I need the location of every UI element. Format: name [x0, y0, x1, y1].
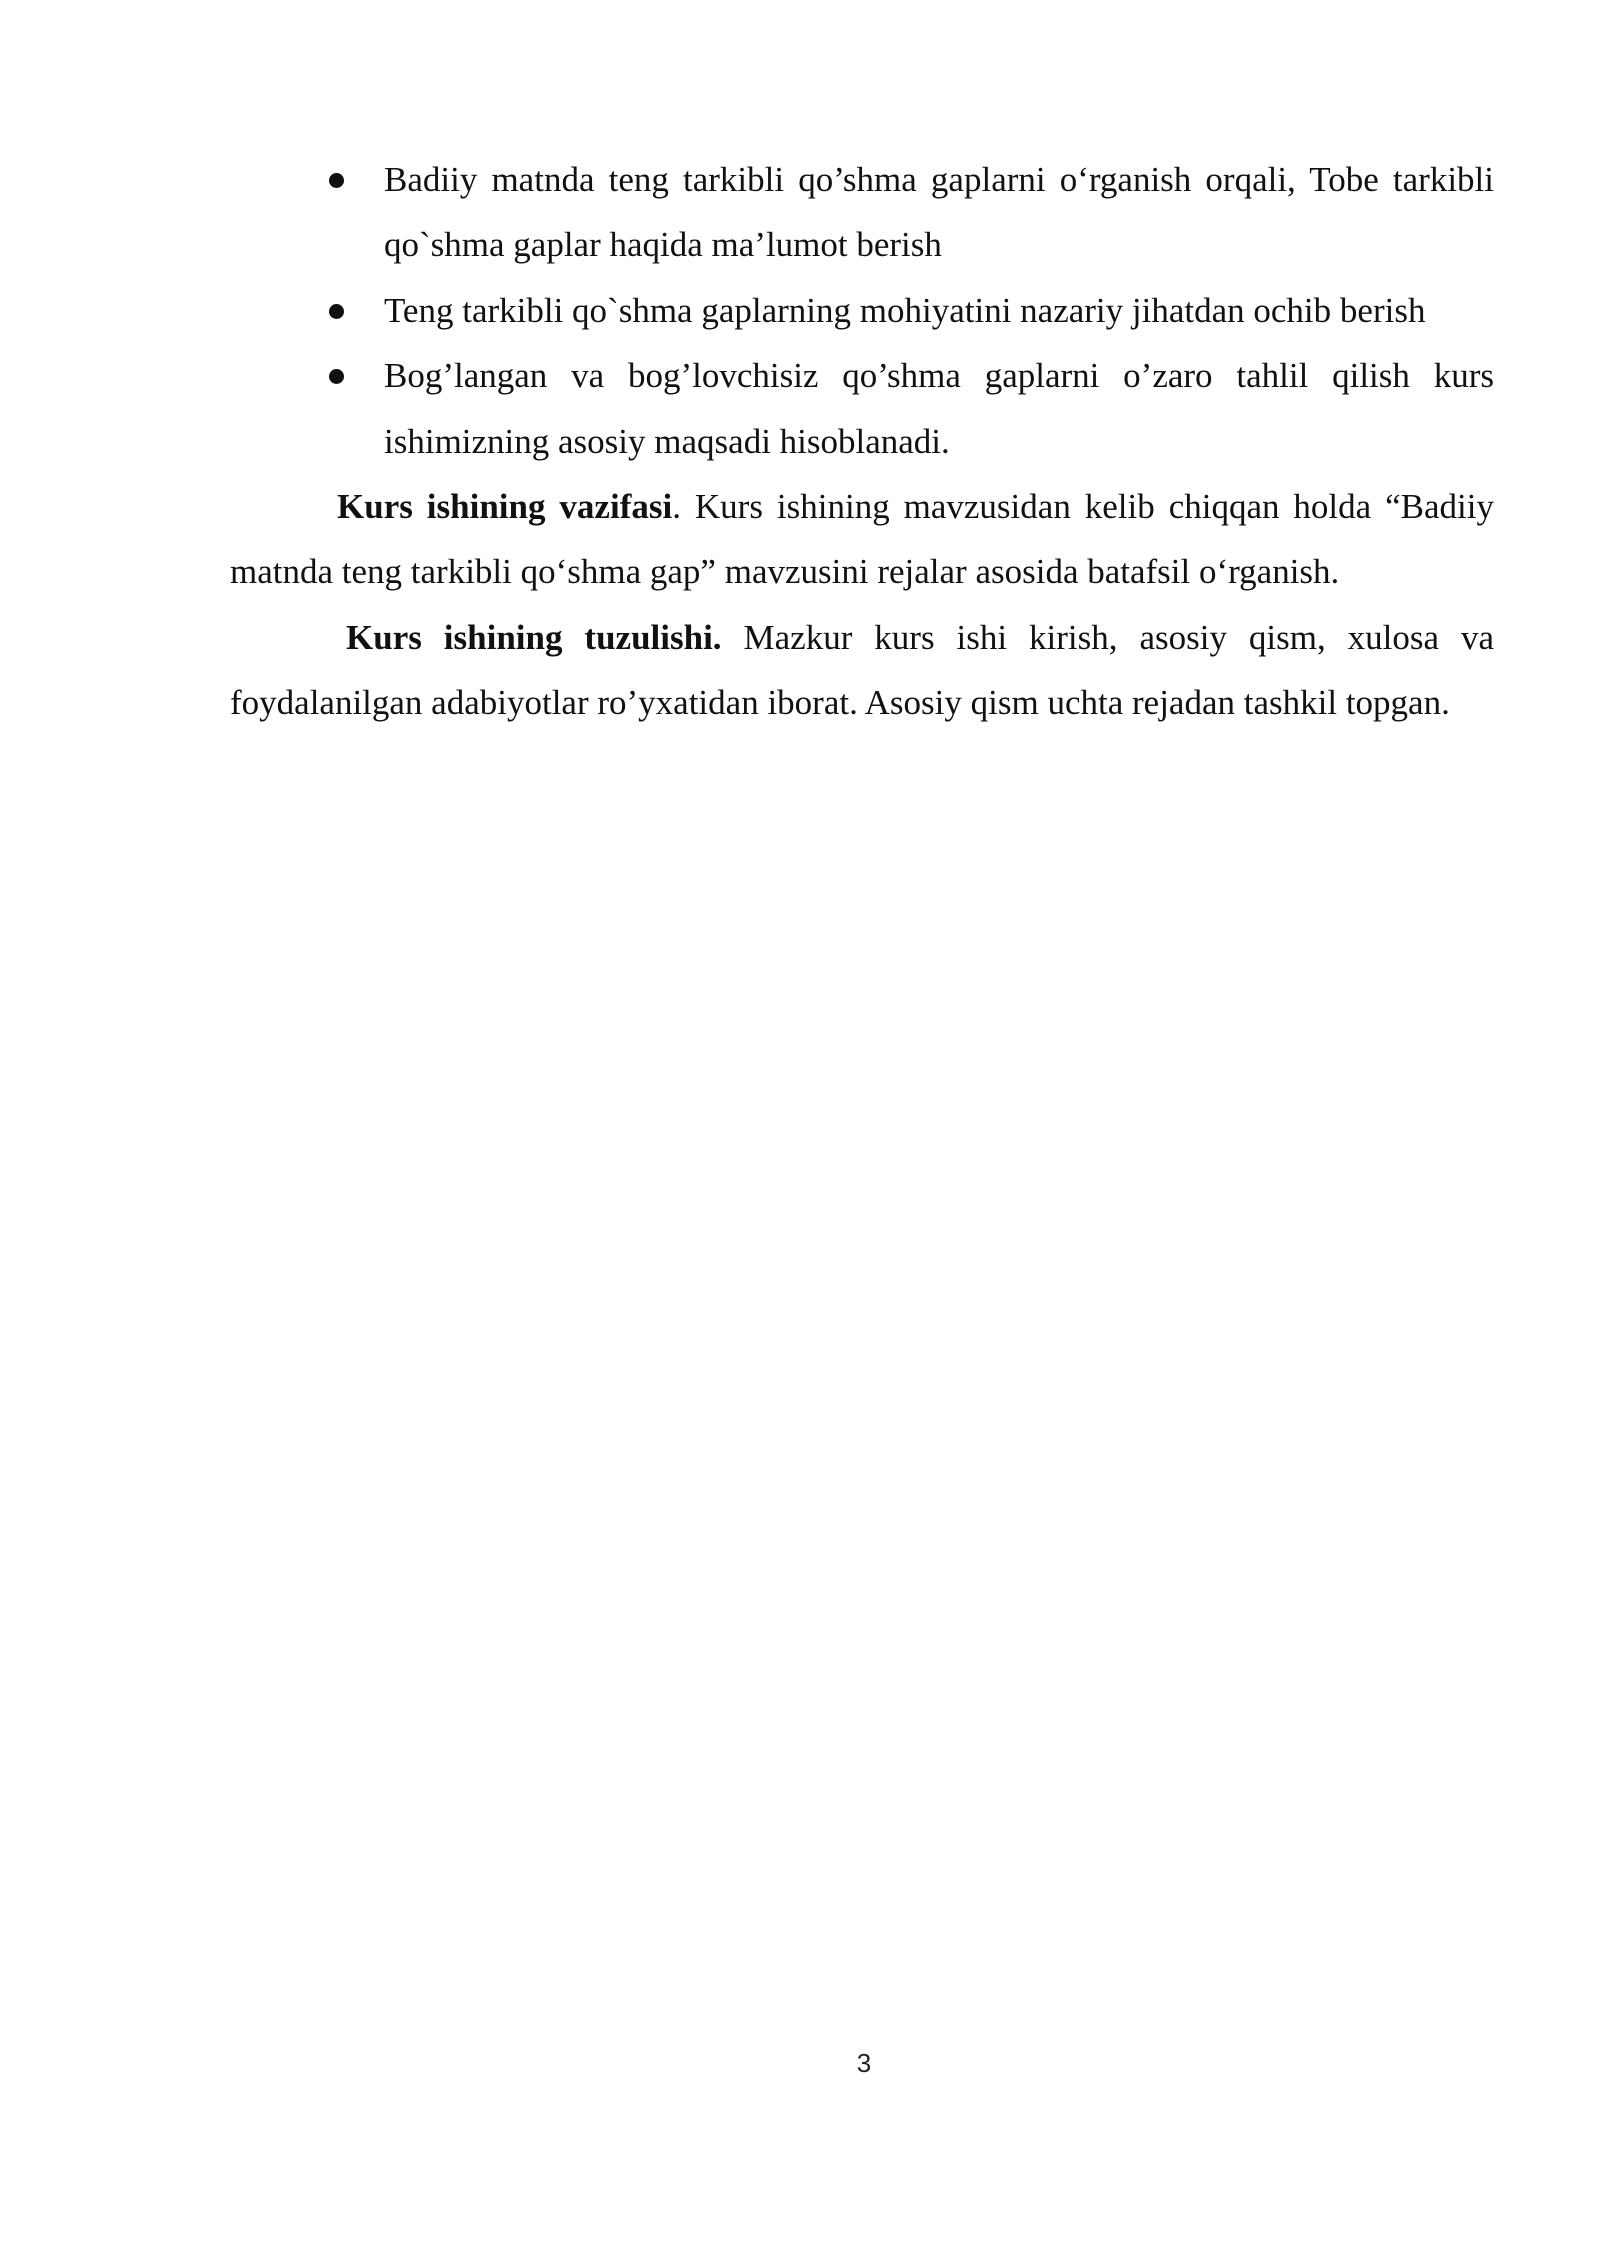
list-item	[384, 343, 1494, 474]
list-item	[384, 278, 1494, 343]
page-number: 3	[856, 2048, 872, 2078]
tasks-text: . Kurs ishining mavzusidan kelib chiqqan holda “Badiiy matnda teng tarkibli qo‘shma gap” mavzusini rejalar asosida batafsil o‘rganish.	[230, 487, 1495, 592]
tasks-paragraph	[230, 474, 1494, 605]
page-body	[230, 147, 1494, 736]
structure-text: Mazkur kurs ishi kirish, asosiy qism, xulosa va foydalanilgan adabiyotlar ro’yxatidan iborat. Asosiy qism uchta rejadan tashkil topgan.	[230, 617, 1494, 723]
bullet-icon	[329, 369, 344, 384]
bullet-text: Badiiy matnda teng tarkibli qo’shma gaplarni o‘rganish orqali, Tobe tarkibli qo`shma gaplar haqida ma’lumot berish	[384, 160, 1494, 265]
bullet-text: Teng tarkibli qo`shma gaplarning mohiyatini nazariy jihatdan ochib berish	[384, 290, 1426, 330]
bullet-text: Bog’langan va bog’lovchisiz qo’shma gaplarni o’zaro tahlil qilish kurs ishimizning asosiy maqsadi hisoblanadi.	[384, 356, 1494, 461]
goals-bullet-list	[230, 147, 1494, 474]
list-item	[384, 147, 1494, 278]
bullet-icon	[329, 173, 344, 188]
tasks-heading: Kurs ishining vazifasi	[337, 487, 673, 527]
structure-heading: Kurs ishining tuzulishi.	[346, 617, 722, 657]
bullet-icon	[329, 304, 344, 319]
structure-paragraph	[230, 605, 1494, 736]
